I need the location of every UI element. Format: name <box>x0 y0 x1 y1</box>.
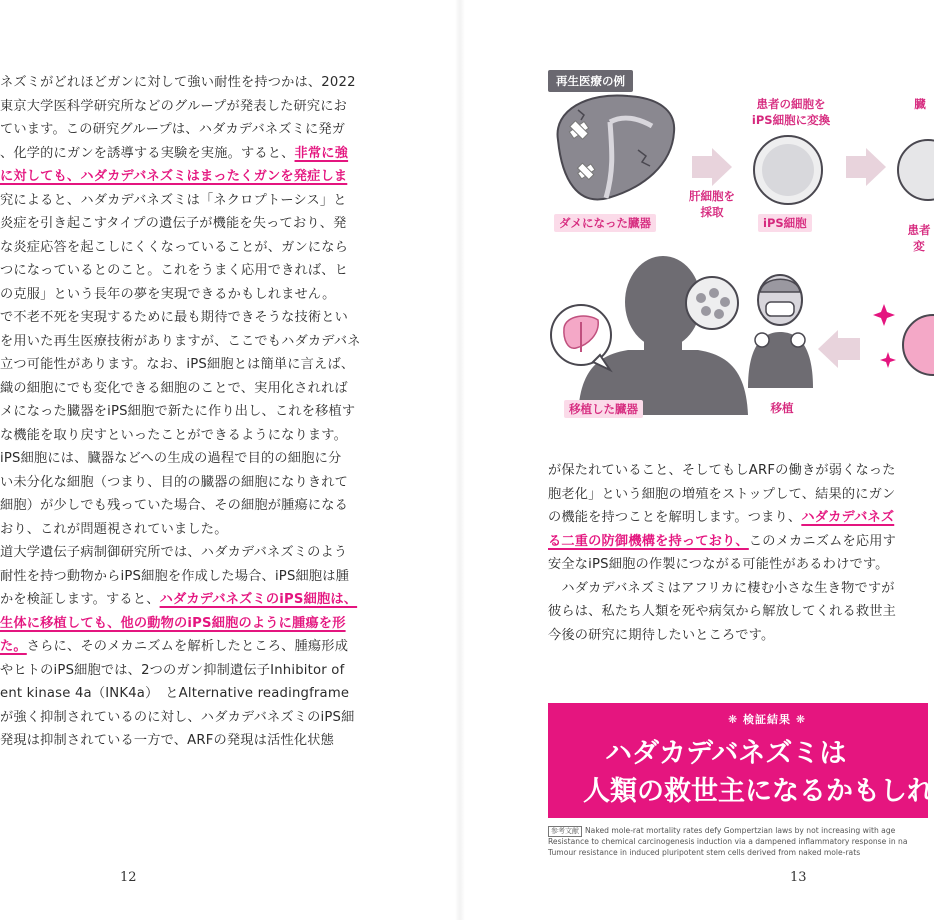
text-line <box>0 353 455 377</box>
highlighted-text: に対しても、ハダカデバネズミはまったくガンを発症しま <box>0 169 348 184</box>
left-page <box>0 0 460 920</box>
text-line <box>0 706 455 730</box>
result-title-line-2: 人類の救世主になるかもしれ <box>583 776 934 807</box>
text-line <box>0 118 455 142</box>
text-line <box>548 600 920 624</box>
result-title-line-1: ハダカデバネズミは <box>605 738 847 769</box>
text-segment: 細胞）が少しでも残っていた場合、その細胞が腫瘍になる <box>0 498 349 513</box>
text-line <box>548 624 920 648</box>
ips-cell-caption: iPS細胞 <box>758 214 812 232</box>
text-line <box>0 612 455 636</box>
text-segment: ています。この研究グループは、ハダカデバネズミに発ガ <box>0 122 346 137</box>
text-line <box>0 236 455 260</box>
text-line <box>548 483 920 507</box>
text-segment: 東京大学医科学研究所などのグループが発表した研究にお <box>0 98 348 114</box>
text-segment: メになった臓器をiPS細胞で新たに作り出し、これを移植す <box>0 404 356 419</box>
text-line <box>0 259 455 283</box>
text-line <box>0 95 455 119</box>
edge-cell-icon <box>898 140 934 200</box>
text-segment: 耐性を持つ動物からiPS細胞を作成した場合、iPS細胞は腫 <box>0 568 350 584</box>
transplant-caption: 移植 <box>770 401 794 415</box>
transplanted-organ-icon <box>551 305 611 370</box>
text-line <box>0 494 455 518</box>
references <box>548 826 928 858</box>
text-line <box>548 530 920 554</box>
text-line <box>0 306 455 330</box>
damaged-organ-caption: ダメになった臓器 <box>554 214 656 232</box>
edge-fragment-top: 臓 <box>914 97 926 111</box>
damaged-liver-icon <box>558 95 675 199</box>
text-line <box>0 447 455 471</box>
text-segment: iPS細胞には、臓器などへの生成の過程で目的の細胞に分 <box>0 451 342 466</box>
text-line <box>0 165 455 189</box>
text-segment: ハダカデバネズミはアフリカに棲む小さな生き物ですが <box>548 580 895 596</box>
text-segment: 彼らは、私たち人類を死や病気から解放してくれる救世主 <box>548 604 897 619</box>
transplant-organ-caption: 移植した臓器 <box>564 400 643 418</box>
text-line <box>0 659 455 683</box>
text-segment: ネズミがどれほどガンに対して強い耐性を持つかは、2022 <box>0 75 356 90</box>
highlighted-text: ハダカデバネズミのiPS細胞は、 <box>159 592 358 607</box>
ips-cell-icon <box>754 136 822 204</box>
text-segment: 胞老化」という細胞の増殖をストップして、結果的にガン <box>548 486 896 502</box>
text-segment: 究によると、ハダカデバネズミは「ネクロプトーシス」と <box>0 192 347 208</box>
text-segment: 発現は抑制されている一方で、ARFの発現は活性化状態 <box>0 733 335 748</box>
page-number-left: 12 <box>120 870 137 885</box>
highlighted-text: た。 <box>0 639 27 654</box>
text-segment: な機能を取り戻すといったことができるようになります。 <box>0 427 348 443</box>
text-line <box>0 400 455 424</box>
arrow-left-icon <box>818 330 860 368</box>
text-line <box>548 506 920 530</box>
collect-caption: 肝細胞を 採取 <box>689 189 735 219</box>
arrow-right-icon <box>692 148 732 186</box>
reference-text: Naked mole-rat mortality rates defy Gompertzian laws by not increasing with age <box>585 826 896 835</box>
sparkle-icon <box>873 304 895 326</box>
page-number-right: 13 <box>790 870 807 885</box>
text-line <box>0 682 455 706</box>
text-line <box>548 577 920 601</box>
reference-line: Resistance to chemical carcinogenesis induction via a dampened inflammatory response in na <box>548 837 908 846</box>
text-segment: な炎症応答を起こしにくくなっていることが、ガンになら <box>0 239 349 255</box>
text-line <box>0 635 455 659</box>
text-segment: で不老不死を実現するために最も期待できそうな技術とい <box>0 310 349 325</box>
result-label-text: 検証結果 <box>743 713 792 726</box>
right-body-text <box>548 459 920 647</box>
text-segment: 織の細胞にでも変化できる細胞のことで、実用化されれば <box>0 380 348 396</box>
text-line <box>0 424 455 448</box>
text-segment: つになっているとのこと。これをうまく応用できれば、ヒ <box>0 263 349 278</box>
cell-culture-dish-icon <box>686 277 738 329</box>
text-segment: このメカニズムを応用す <box>748 533 897 549</box>
left-body-text <box>0 71 455 753</box>
doctor-icon <box>748 275 813 388</box>
text-segment: を用いた再生医療技術がありますが、ここでもハダカデバネ <box>0 333 361 349</box>
reference-line: Tumour resistance in induced pluripotent stem cells derived from naked mole-rats <box>548 847 861 857</box>
reference-line <box>548 826 928 837</box>
text-segment: さらに、そのメカニズムを解析したところ、腫瘍形成 <box>26 639 349 654</box>
text-line <box>0 471 455 495</box>
edge-pink-cell-icon <box>903 315 934 375</box>
result-title <box>583 735 934 811</box>
text-segment: い未分化な細胞（つまり、目的の臓器の細胞になりきれて <box>0 474 349 490</box>
figure-tag: 再生医療の例 <box>548 70 633 92</box>
arrow-right-icon <box>846 148 886 186</box>
text-segment: かを検証します。すると、 <box>0 592 160 607</box>
text-segment: 、化学的にガンを誘導する実験を実施。すると、 <box>0 145 295 161</box>
text-segment: 安全なiPS細胞の作製につながる可能性があるわけです。 <box>548 557 889 572</box>
text-line <box>0 565 455 589</box>
text-segment: の克服」という長年の夢を実現できるかもしれません。 <box>0 286 336 302</box>
text-segment: ent kinase 4a（INK4a） とAlternative readingframe <box>0 686 350 701</box>
text-line <box>0 729 455 753</box>
text-line <box>0 283 455 307</box>
text-line <box>0 330 455 354</box>
text-segment: が強く抑制されているのに対し、ハダカデバネズミのiPS細 <box>0 709 355 725</box>
text-line <box>0 588 455 612</box>
text-segment: の機能を持つことを解明します。つまり、 <box>548 510 802 525</box>
text-segment: やヒトのiPS細胞では、2つのガン抑制遺伝子Inhibitor of <box>0 662 345 678</box>
text-segment: おり、これが問題視されていました。 <box>0 521 228 537</box>
result-label: ❋ 検証結果 ❋ <box>728 713 807 726</box>
text-segment: 立つ可能性があります。なお、iPS細胞とは簡単に言えば、 <box>0 357 355 372</box>
patient-cell-caption: 患者の細胞を iPS細胞に変換 <box>751 97 831 127</box>
right-page <box>460 0 934 920</box>
text-line <box>548 553 920 577</box>
text-segment: 炎症を引き起こすタイプの遺伝子が機能を失っており、発 <box>0 216 347 231</box>
highlighted-text: る二重の防御機構を持っており、 <box>548 533 749 549</box>
text-segment: 今後の研究に期待したいところです。 <box>548 627 775 643</box>
text-line <box>0 71 455 95</box>
highlighted-text: 非常に強 <box>294 145 349 161</box>
highlighted-text: ハダカデバネズ <box>801 510 895 525</box>
text-segment: 道大学遺伝子病制御研究所では、ハダカデバネズミのよう <box>0 545 348 560</box>
text-line <box>0 189 455 213</box>
result-banner <box>548 703 934 818</box>
edge-fragment-mid: 患者 変 <box>907 223 931 253</box>
text-line <box>0 541 455 565</box>
text-line <box>0 142 455 166</box>
text-line <box>0 518 455 542</box>
text-line <box>0 212 455 236</box>
text-line <box>548 459 920 483</box>
highlighted-text: 生体に移植しても、他の動物のiPS細胞のように腫瘍を形 <box>0 615 346 631</box>
sparkle-icon <box>880 352 896 368</box>
regenerative-medicine-figure <box>548 70 931 430</box>
text-segment: が保たれていること、そしてもしARFの働きが弱くなった <box>548 463 896 478</box>
references-tag: 参考文献 <box>548 826 582 837</box>
text-line <box>0 377 455 401</box>
